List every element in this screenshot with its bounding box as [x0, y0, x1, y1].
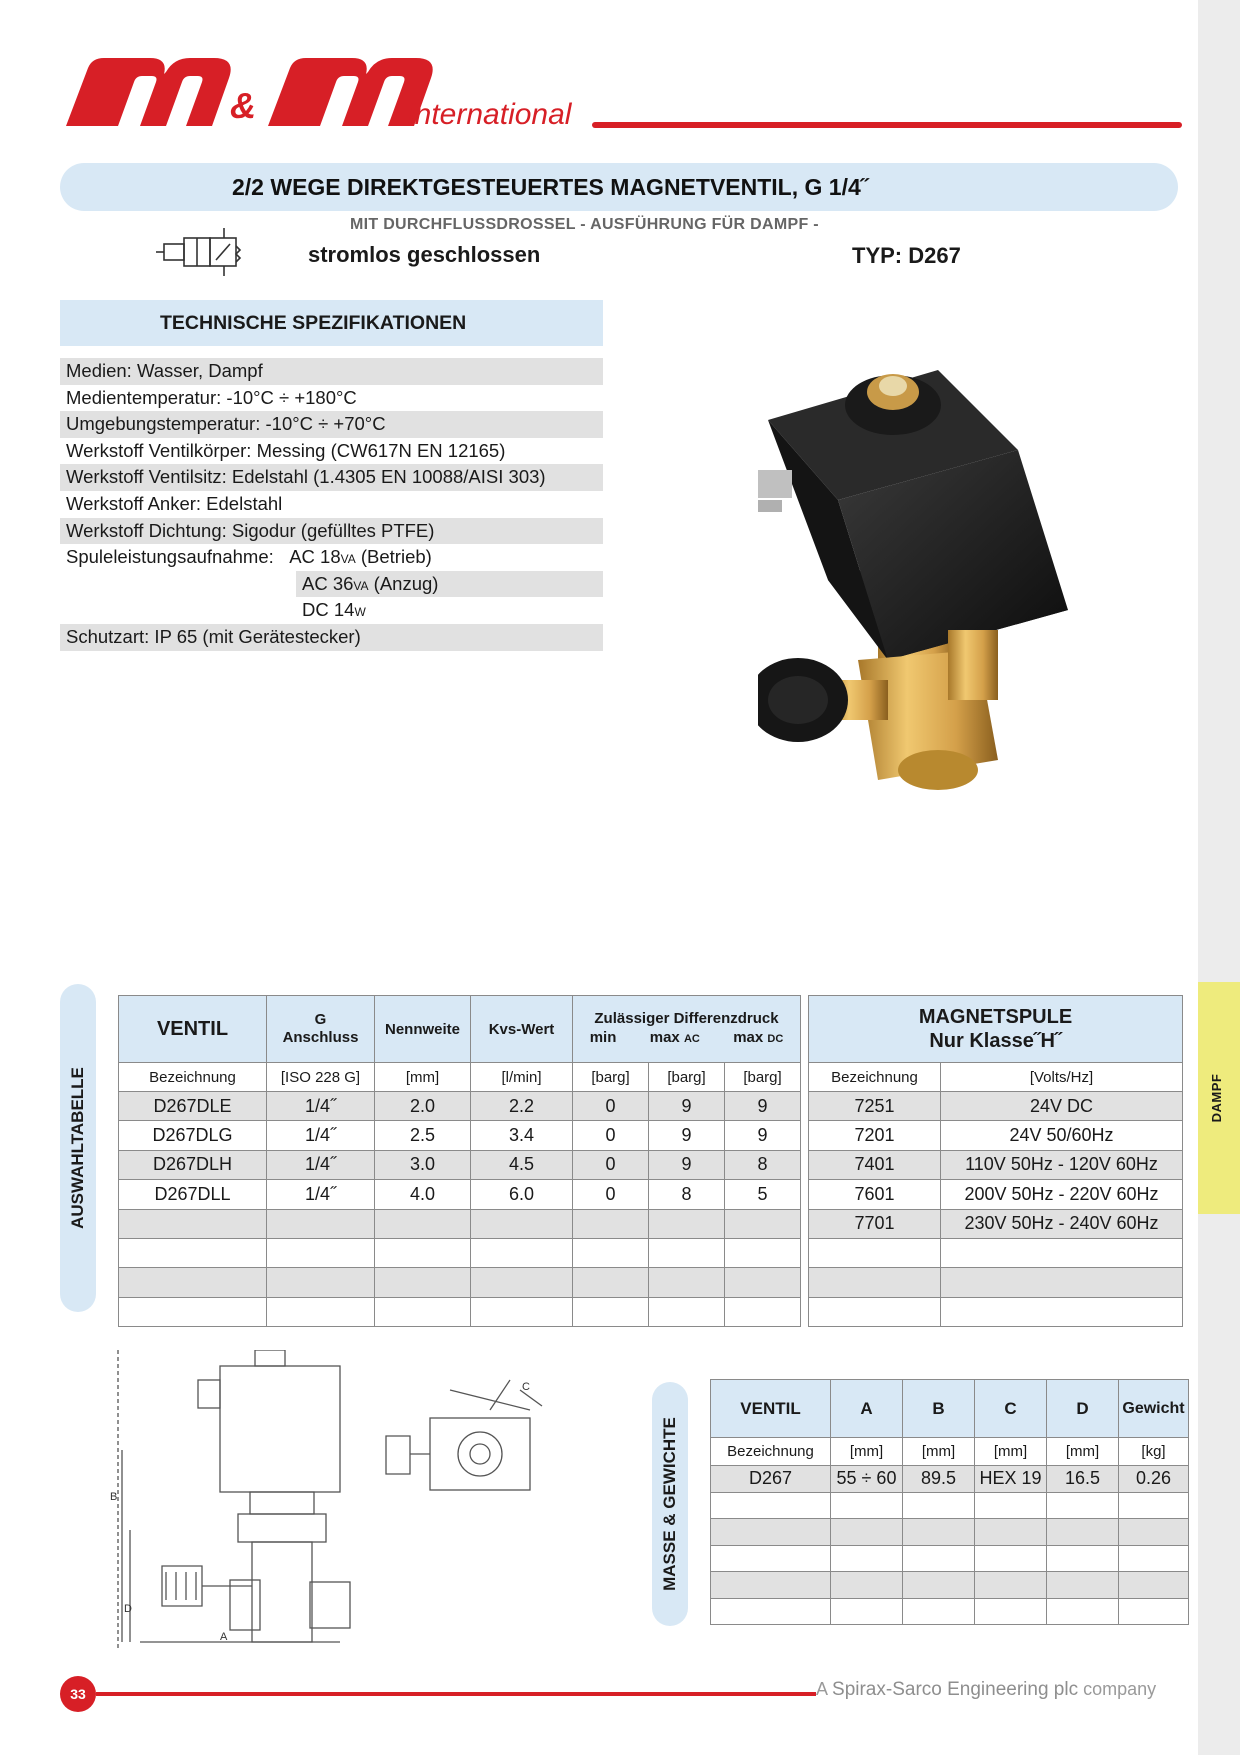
cell: D267DLL	[119, 1180, 267, 1209]
header-dc: DC	[767, 1033, 784, 1045]
unit-cell: [barg]	[573, 1063, 649, 1092]
footer-company-name: Spirax-Sarco Engineering plc	[832, 1679, 1079, 1700]
svg-text:international: international	[408, 98, 572, 131]
header-g: G	[314, 1011, 327, 1028]
spec-row-power	[60, 544, 603, 571]
power-note: (Betrieb)	[355, 546, 432, 568]
cell: 2.0	[375, 1092, 471, 1121]
power-label: Spuleleistungsaufnahme:	[66, 546, 274, 568]
table-row-empty	[119, 1268, 801, 1297]
cell: 9	[725, 1121, 801, 1150]
header-cell: Gewicht	[1119, 1380, 1189, 1438]
spec-list	[60, 358, 603, 651]
svg-text:A: A	[220, 1631, 228, 1643]
spec-row: Werkstoff Anker: Edelstahl	[66, 492, 283, 514]
header-diff-label: Zulässiger Differenzdruck	[594, 1010, 779, 1027]
table-row-empty	[711, 1492, 1189, 1519]
cell: 2.2	[471, 1092, 573, 1121]
units-row	[119, 1063, 801, 1092]
cell: 4.0	[375, 1180, 471, 1209]
header-max-dc	[733, 1028, 783, 1049]
unit-cell: [mm]	[975, 1438, 1047, 1466]
coil-table	[808, 995, 1183, 1327]
header-anschluss	[267, 996, 375, 1063]
footer-rule	[96, 1692, 816, 1696]
power-value: AC 18	[289, 546, 341, 568]
table-row-empty	[711, 1519, 1189, 1546]
svg-text:D: D	[124, 1603, 132, 1615]
table-row	[119, 1092, 801, 1121]
footer-company	[816, 1679, 1156, 1701]
table-row	[809, 1180, 1183, 1209]
cell: 3.0	[375, 1150, 471, 1179]
table-row	[119, 1180, 801, 1209]
valve-symbol-icon	[154, 222, 254, 280]
cell: 2.5	[375, 1121, 471, 1150]
power-unit: W	[354, 605, 366, 620]
cell: 9	[725, 1092, 801, 1121]
power-value: AC 36	[302, 572, 354, 594]
page-title: 2/2 WEGE DIREKTGESTEUERTES MAGNETVENTIL, G 1/4˝	[232, 174, 869, 200]
spec-row: Schutzart: IP 65 (mit Gerätestecker)	[60, 624, 603, 651]
header-max-ac	[650, 1028, 700, 1049]
table-row	[119, 1150, 801, 1179]
cell: 1/4˝	[267, 1150, 375, 1179]
table-row-empty	[809, 1238, 1183, 1267]
table-row	[119, 1121, 801, 1150]
cell: 7401	[809, 1150, 941, 1179]
cell: 5	[725, 1180, 801, 1209]
cell: 9	[649, 1121, 725, 1150]
brand-logo	[58, 48, 598, 138]
header-rule	[592, 122, 1182, 128]
cell: 7251	[809, 1092, 941, 1121]
table-row	[809, 1150, 1183, 1179]
spec-header-label: TECHNISCHE SPEZIFIKATIONEN	[160, 312, 467, 334]
power-note: (Anzug)	[368, 572, 439, 594]
table-row	[711, 1466, 1189, 1493]
coil-header-class: Nur Klasse˝H˝	[929, 1030, 1062, 1052]
cell: 7701	[809, 1209, 941, 1238]
unit-cell: [kg]	[1119, 1438, 1189, 1466]
cell: 7201	[809, 1121, 941, 1150]
table-row-empty	[711, 1572, 1189, 1599]
cell: 7601	[809, 1180, 941, 1209]
table-row-empty	[119, 1297, 801, 1326]
unit-cell: Bezeichnung	[711, 1438, 831, 1466]
dimension-drawing	[110, 1350, 570, 1655]
header-kvs: Kvs-Wert	[471, 996, 573, 1063]
side-strip	[1198, 0, 1240, 1755]
unit-cell: [mm]	[375, 1063, 471, 1092]
selection-table	[118, 995, 801, 1327]
selection-side-label-text: AUSWAHLTABELLE	[68, 1067, 87, 1229]
spec-row: Werkstoff Dichtung: Sigodur (gefülltes PTFE)	[60, 518, 603, 545]
table-row-empty	[119, 1238, 801, 1267]
subtitle: MIT DURCHFLUSSDROSSEL - AUSFÜHRUNG FÜR DAMPF -	[350, 216, 819, 233]
cell: 0	[573, 1180, 649, 1209]
unit-cell: [mm]	[831, 1438, 903, 1466]
valve-photo	[758, 360, 1084, 860]
header-max-label: max	[733, 1029, 764, 1046]
cell: 0	[573, 1092, 649, 1121]
unit-cell: [ISO 228 G]	[267, 1063, 375, 1092]
unit-cell: [barg]	[649, 1063, 725, 1092]
svg-text:&: &	[230, 85, 256, 126]
header-cell: D	[1047, 1380, 1119, 1438]
unit-cell: [Volts/Hz]	[941, 1063, 1183, 1092]
header-nennweite: Nennweite	[375, 996, 471, 1063]
cell: D267DLH	[119, 1150, 267, 1179]
header-cell: A	[831, 1380, 903, 1438]
cell: 16.5	[1047, 1466, 1119, 1493]
cell: 0.26	[1119, 1466, 1189, 1493]
cell: 3.4	[471, 1121, 573, 1150]
spec-row: Werkstoff Ventilsitz: Edelstahl (1.4305 EN 10088/AISI 303)	[60, 464, 603, 491]
spec-row: Medientemperatur: -10°C ÷ +180°C	[66, 386, 357, 408]
cell: 0	[573, 1121, 649, 1150]
cell: 230V 50Hz - 240V 60Hz	[941, 1209, 1183, 1238]
units-row	[711, 1438, 1189, 1466]
header-anschluss-label: Anschluss	[282, 1029, 359, 1046]
header-ac: AC	[683, 1033, 700, 1045]
coil-header-title: MAGNETSPULE	[918, 1006, 1073, 1028]
spec-row-power	[60, 597, 603, 624]
spec-row-power	[296, 571, 603, 598]
unit-cell: [mm]	[903, 1438, 975, 1466]
table-row	[809, 1121, 1183, 1150]
cell: 1/4˝	[267, 1121, 375, 1150]
spec-row: Werkstoff Ventilkörper: Messing (CW617N EN 12165)	[66, 439, 506, 461]
spec-row: Umgebungstemperatur: -10°C ÷ +70°C	[60, 411, 603, 438]
spec-row: Medien: Wasser, Dampf	[60, 358, 603, 385]
page-number: 33	[60, 1676, 96, 1712]
cell: 1/4˝	[267, 1092, 375, 1121]
unit-cell: Bezeichnung	[119, 1063, 267, 1092]
cell: 1/4˝	[267, 1180, 375, 1209]
coil-header	[809, 996, 1183, 1063]
cell: 89.5	[903, 1466, 975, 1493]
table-row-empty	[809, 1297, 1183, 1326]
table-row-empty	[809, 1268, 1183, 1297]
unit-cell: Bezeichnung	[809, 1063, 941, 1092]
header-cell: VENTIL	[711, 1380, 831, 1438]
cell: HEX 19	[975, 1466, 1047, 1493]
valve-type: TYP: D267	[852, 243, 961, 268]
footer-prefix: A	[816, 1679, 833, 1699]
table-row-empty	[119, 1209, 801, 1238]
cell: D267DLG	[119, 1121, 267, 1150]
table-row-empty	[711, 1545, 1189, 1572]
header-cell: C	[975, 1380, 1047, 1438]
cell: 4.5	[471, 1150, 573, 1179]
header-max-label: max	[649, 1029, 680, 1046]
cell: D267	[711, 1466, 831, 1493]
unit-cell: [l/min]	[471, 1063, 573, 1092]
cell: 0	[573, 1150, 649, 1179]
table-row-empty	[711, 1598, 1189, 1625]
cell: 8	[649, 1180, 725, 1209]
spec-header	[60, 300, 603, 346]
footer-suffix: company	[1078, 1679, 1157, 1699]
cell: D267DLE	[119, 1092, 267, 1121]
operating-mode: stromlos geschlossen	[308, 242, 541, 267]
cell: 6.0	[471, 1180, 573, 1209]
cell: 55 ÷ 60	[831, 1466, 903, 1493]
svg-text:B: B	[110, 1491, 118, 1503]
table-row	[809, 1209, 1183, 1238]
side-tab-label: DAMPF	[1209, 1073, 1224, 1123]
table-row	[809, 1092, 1183, 1121]
svg-text:C: C	[522, 1381, 530, 1393]
power-value: DC 14	[302, 599, 355, 621]
dimensions-table	[710, 1379, 1189, 1625]
cell: 8	[725, 1150, 801, 1179]
header-min: min	[589, 1029, 617, 1046]
header-ventil: VENTIL	[119, 996, 267, 1063]
cell: 9	[649, 1092, 725, 1121]
dimensions-side-label-text: MASSE & GEWICHTE	[660, 1417, 679, 1591]
cell: 200V 50Hz - 220V 60Hz	[941, 1180, 1183, 1209]
power-unit: VA	[353, 578, 369, 593]
cell: 9	[649, 1150, 725, 1179]
power-unit: VA	[340, 552, 356, 567]
cell: 24V 50/60Hz	[941, 1121, 1183, 1150]
header-cell: B	[903, 1380, 975, 1438]
cell: 24V DC	[941, 1092, 1183, 1121]
header-differenzdruck	[573, 996, 801, 1063]
unit-cell: [mm]	[1047, 1438, 1119, 1466]
unit-cell: [barg]	[725, 1063, 801, 1092]
cell: 110V 50Hz - 120V 60Hz	[941, 1150, 1183, 1179]
units-row	[809, 1063, 1183, 1092]
